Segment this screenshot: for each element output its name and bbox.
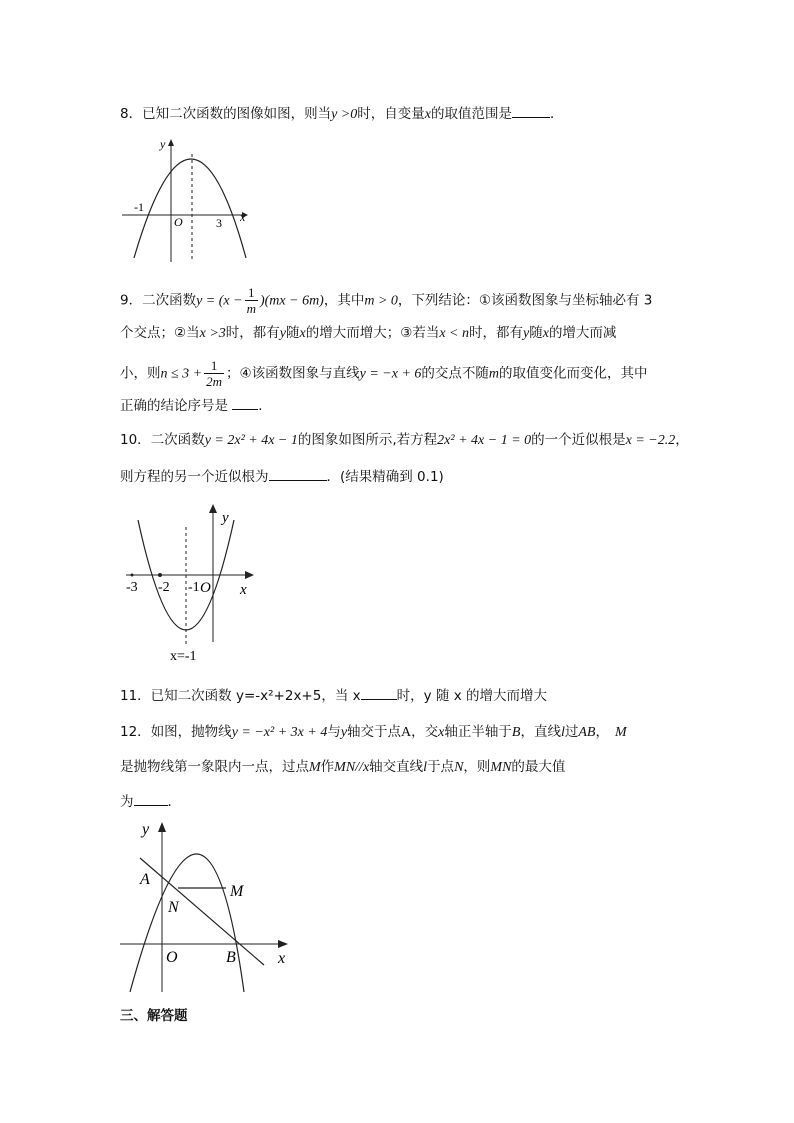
q12-line1: 12．如图，抛物线y = −x² + 3x + 4与y轴交于点A，交x轴正半轴于B，直线l过AB， M bbox=[120, 724, 627, 740]
q10-x-label: x bbox=[240, 582, 247, 598]
q12-line3: 为 ． bbox=[120, 791, 181, 812]
q9-line3: 小，则n ≤ 3 + $\frac{1}{2m}$ ；④该函数图象与直线y = −x + 6的交点不随m的取值变化而变化，其中 bbox=[120, 358, 648, 389]
q9-blank[interactable] bbox=[232, 395, 258, 410]
q9-line1: 9．二次函数y = (x − $\frac{1}{m}$ )(mx − 6m)，其中m > 0，下列结论：①该函数图象与坐标轴必有 3 bbox=[120, 285, 653, 316]
q12-y-label: y bbox=[142, 821, 150, 838]
q8-blank[interactable] bbox=[512, 103, 550, 118]
q10-m1: -1 bbox=[188, 580, 200, 595]
q11-blank[interactable] bbox=[361, 685, 397, 700]
q10-blank[interactable] bbox=[269, 466, 327, 481]
q10-origin: O bbox=[200, 580, 211, 596]
q12-point-n: N bbox=[168, 899, 179, 916]
q12-point-a: A bbox=[140, 871, 150, 888]
q8-three: 3 bbox=[216, 216, 222, 230]
q12-blank[interactable] bbox=[134, 791, 168, 806]
q12-origin: O bbox=[166, 949, 178, 966]
q12-point-m: M bbox=[230, 883, 244, 900]
q12-graph bbox=[118, 820, 298, 995]
q10-line2: 则方程的另一个近似根为 ．(结果精确到 0.1) bbox=[120, 466, 444, 487]
q8-neg1: -1 bbox=[134, 200, 144, 214]
q9-line2: 个交点；②当x >3时，都有y随x的增大而增大；③若当x < n时，都有y随x的增大而减 bbox=[120, 325, 617, 341]
q8-y-label: y bbox=[160, 137, 166, 151]
q8-origin: O bbox=[174, 215, 183, 229]
q12-line2: 是抛物线第一象限内一点，过点M作MN//x轴交直线l于点N，则MN的最大值 bbox=[120, 759, 566, 775]
q12-x-label: x bbox=[278, 950, 286, 967]
section-heading: 三、解答题 bbox=[120, 1008, 188, 1024]
q8-text: 8．已知二次函数的图像如图，则当y >0时，自变量x的取值范围是 ． bbox=[120, 103, 563, 125]
q10-line1: 10．二次函数y = 2x² + 4x − 1的图象如图所示,若方程2x² + 4x − 1 = 0的一个近似根是x = −2.2， bbox=[120, 432, 689, 448]
q10-m2: -2 bbox=[158, 580, 170, 595]
q9-line4: 正确的结论序号是 ． bbox=[120, 395, 272, 416]
q10-m3: -3 bbox=[126, 580, 138, 595]
q8-x-label: x bbox=[240, 210, 246, 224]
q10-axis-label: x=-1 bbox=[170, 649, 197, 664]
q10-graph bbox=[120, 502, 260, 662]
q8-graph bbox=[118, 134, 258, 266]
q12-point-b: B bbox=[226, 949, 236, 966]
q10-y-label: y bbox=[222, 510, 229, 526]
q11-line: 11．已知二次函数 y=-x²+2x+5，当 x 时，y 随 x 的增大而增大 bbox=[120, 685, 547, 706]
